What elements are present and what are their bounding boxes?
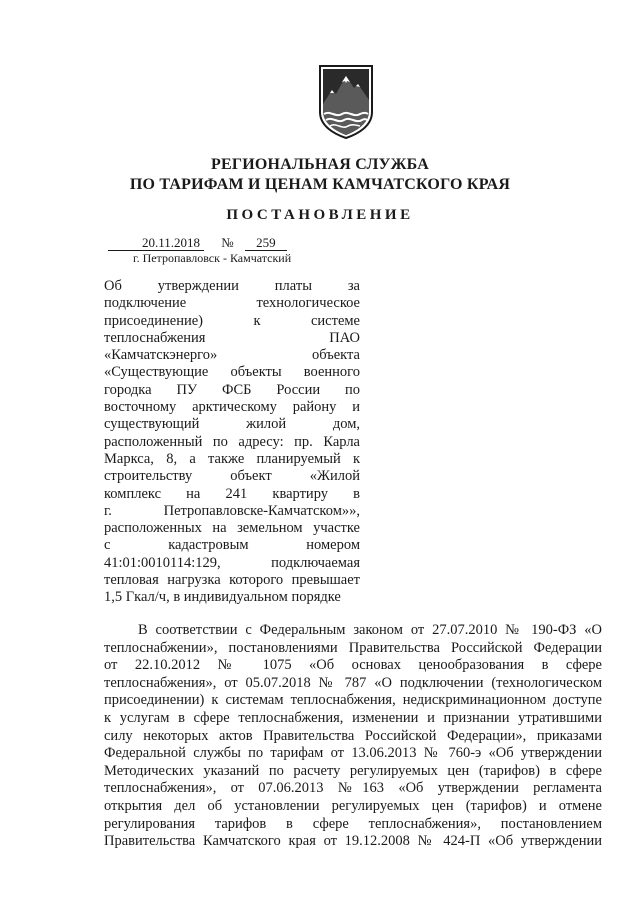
agency-name-line-2: ПО ТАРИФАМ И ЦЕНАМ КАМЧАТСКОГО КРАЯ	[129, 176, 511, 193]
subject-line: тепловая нагрузка которого превышает	[104, 572, 360, 589]
document-body	[104, 622, 602, 851]
kamchatka-coat-of-arms-icon	[318, 64, 374, 140]
subject-line: городка ПУ ФСБ России по	[104, 381, 360, 398]
document-type-title: ПОСТАНОВЛЕНИЕ	[226, 207, 414, 223]
number-sign: №	[221, 235, 234, 250]
subject-line: Об утверждении платы за	[104, 278, 360, 294]
subject-line: строительству объект «Жилой	[104, 468, 360, 485]
body-line: теплоснабжения», от 07.06.2013 №163 «Об утверждении регламента	[104, 780, 602, 797]
subject-line: подключение технологическое	[104, 295, 360, 312]
subject-line: с кадастровым номером	[104, 537, 360, 554]
body-line: Методических указаний по расчету регулируемых цен (тарифов) в сфере	[104, 762, 602, 779]
body-line: силу некоторых актов Правительства Российской Федерации», приказами	[104, 727, 602, 744]
subject-line: 1,5 Гкал/ч, в индивидуальном порядке	[104, 589, 341, 606]
body-line: регулирования тарифов в сфере теплоснабжения», постановлением	[104, 815, 602, 832]
subject-line: Маркса, 8, а также планируемый к	[104, 450, 360, 467]
subject-line: «Существующие объекты военного	[104, 364, 360, 381]
subject-line: комплекс на 241 квартиру в	[104, 485, 360, 502]
document-number: 259	[245, 236, 287, 251]
subject-line: «Камчатскэнерго» объекта	[104, 347, 360, 364]
subject-line: присоединение) к системе	[104, 312, 360, 329]
body-line: теплоснабжения», от 05.07.2018 № 787 «О подключении (технологическом	[104, 674, 602, 691]
document-place: г. Петропавловск - Камчатский	[133, 251, 292, 265]
subject-line: существующий жилой дом,	[104, 416, 360, 433]
body-line: теплоснабжении», постановлениями Правительства Российской Федерации	[104, 639, 602, 656]
document-subject	[104, 278, 360, 607]
subject-line: расположенных на земельном участке	[104, 520, 360, 537]
document-date: 20.11.2018	[108, 236, 204, 251]
subject-line: г. Петропавловске-Камчатском»»,	[104, 502, 360, 519]
body-line: присоединении) к системам теплоснабжения, недискриминационном доступе	[104, 692, 602, 709]
subject-line: теплоснабжения ПАО	[104, 329, 360, 346]
subject-line: расположенный по адресу: пр. Карла	[104, 433, 360, 450]
date-number-row	[108, 236, 287, 251]
body-line: Правительства Камчатского края от 19.12.2008 № 424-П «Об утверждении	[104, 833, 602, 850]
agency-name-line-1: РЕГИОНАЛЬНАЯ СЛУЖБА	[211, 156, 429, 173]
subject-line: восточному арктическому району и	[104, 399, 360, 416]
body-line: к услугам в сфере теплоснабжения, изменении и признании утратившими	[104, 709, 602, 726]
subject-line: 41:01:0010114:129, подключаемая	[104, 554, 360, 571]
body-line: Федеральной службы по тарифам от 13.06.2013 № 760-э «Об утверждении	[104, 745, 602, 762]
body-line: от 22.10.2012 № 1075 «Об основах ценообразования в сфере	[104, 657, 602, 674]
body-line: открытия дел об установлении регулируемых цен (тарифов) и отмене	[104, 797, 602, 814]
body-line: В соответствии с Федеральным законом от 27.07.2010 № 190-ФЗ «О	[138, 622, 602, 638]
